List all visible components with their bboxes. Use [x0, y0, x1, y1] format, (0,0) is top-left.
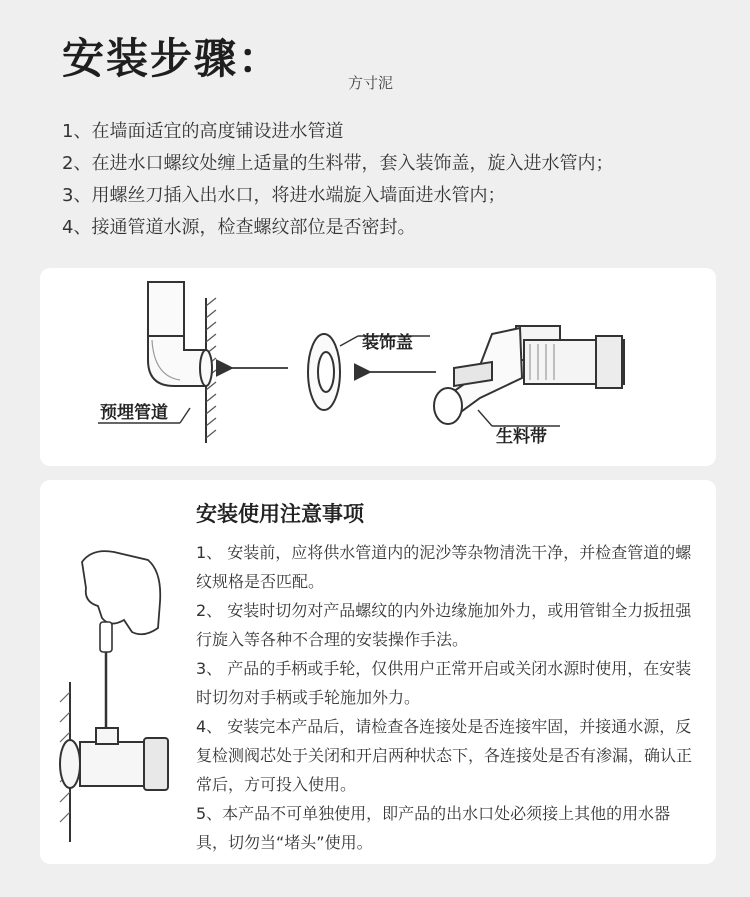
notes-card: [40, 480, 716, 864]
note-item: 2、 安装时切勿对产品螺纹的内外边缘施加外力，或用管钳全力扳扭强行旋入等各种不合理的安装操作手法。: [196, 601, 692, 649]
install-steps-list: [62, 116, 613, 244]
hand-icon: [82, 551, 160, 634]
cover-ring-icon: [308, 334, 340, 410]
screwdriver-install-illustration: [40, 542, 190, 842]
page-title: 安装步骤：: [62, 34, 283, 83]
embedded-pipe-icon: [148, 282, 212, 386]
install-diagram-card: [40, 268, 716, 466]
label-embedded-pipe: 预埋管道: [100, 403, 168, 423]
step-item: 3、用螺丝刀插入出水口，将进水端旋入墙面进水管内；: [62, 185, 506, 206]
note-item: 1、 安装前，应将供水管道内的泥沙等杂物清洗干净，并检查管道的螺纹规格是否匹配。: [196, 543, 692, 591]
install-diagram: [40, 268, 716, 466]
notes-list: [196, 538, 702, 857]
note-item: 4、 安装完本产品后，请检查各连接处是否连接牢固，并接通水源，反复检测阀芯处于关闭和开启两种状态下，各连接处是否有渗漏，确认正常后，方可投入使用。: [196, 717, 693, 794]
label-decorative-cover: 装饰盖: [362, 333, 413, 353]
screwdriver-icon: [100, 622, 112, 652]
angle-valve-icon: [60, 728, 168, 790]
step-item: 1、在墙面适宜的高度铺设进水管道: [62, 121, 344, 142]
label-ptfe-tape: 生料带: [496, 427, 547, 447]
watermark-text: 方寸泥: [348, 74, 394, 92]
note-item: 3、 产品的手柄或手轮，仅供用户正常开启或关闭水源时使用，在安装时切勿对手柄或手轮施加外力。: [196, 659, 692, 707]
step-item: 2、在进水口螺纹处缠上适量的生料带，套入装饰盖，旋入进水管内；: [62, 153, 614, 174]
step-item: 4、接通管道水源，检查螺纹部位是否密封。: [62, 217, 416, 238]
angle-valve-icon: [434, 326, 624, 424]
notes-title: 安装使用注意事项: [196, 502, 364, 526]
note-item: 5、本产品不可单独使用，即产品的出水口处必须接上其他的用水器具，切勿当“堵头”使用。: [196, 804, 671, 852]
